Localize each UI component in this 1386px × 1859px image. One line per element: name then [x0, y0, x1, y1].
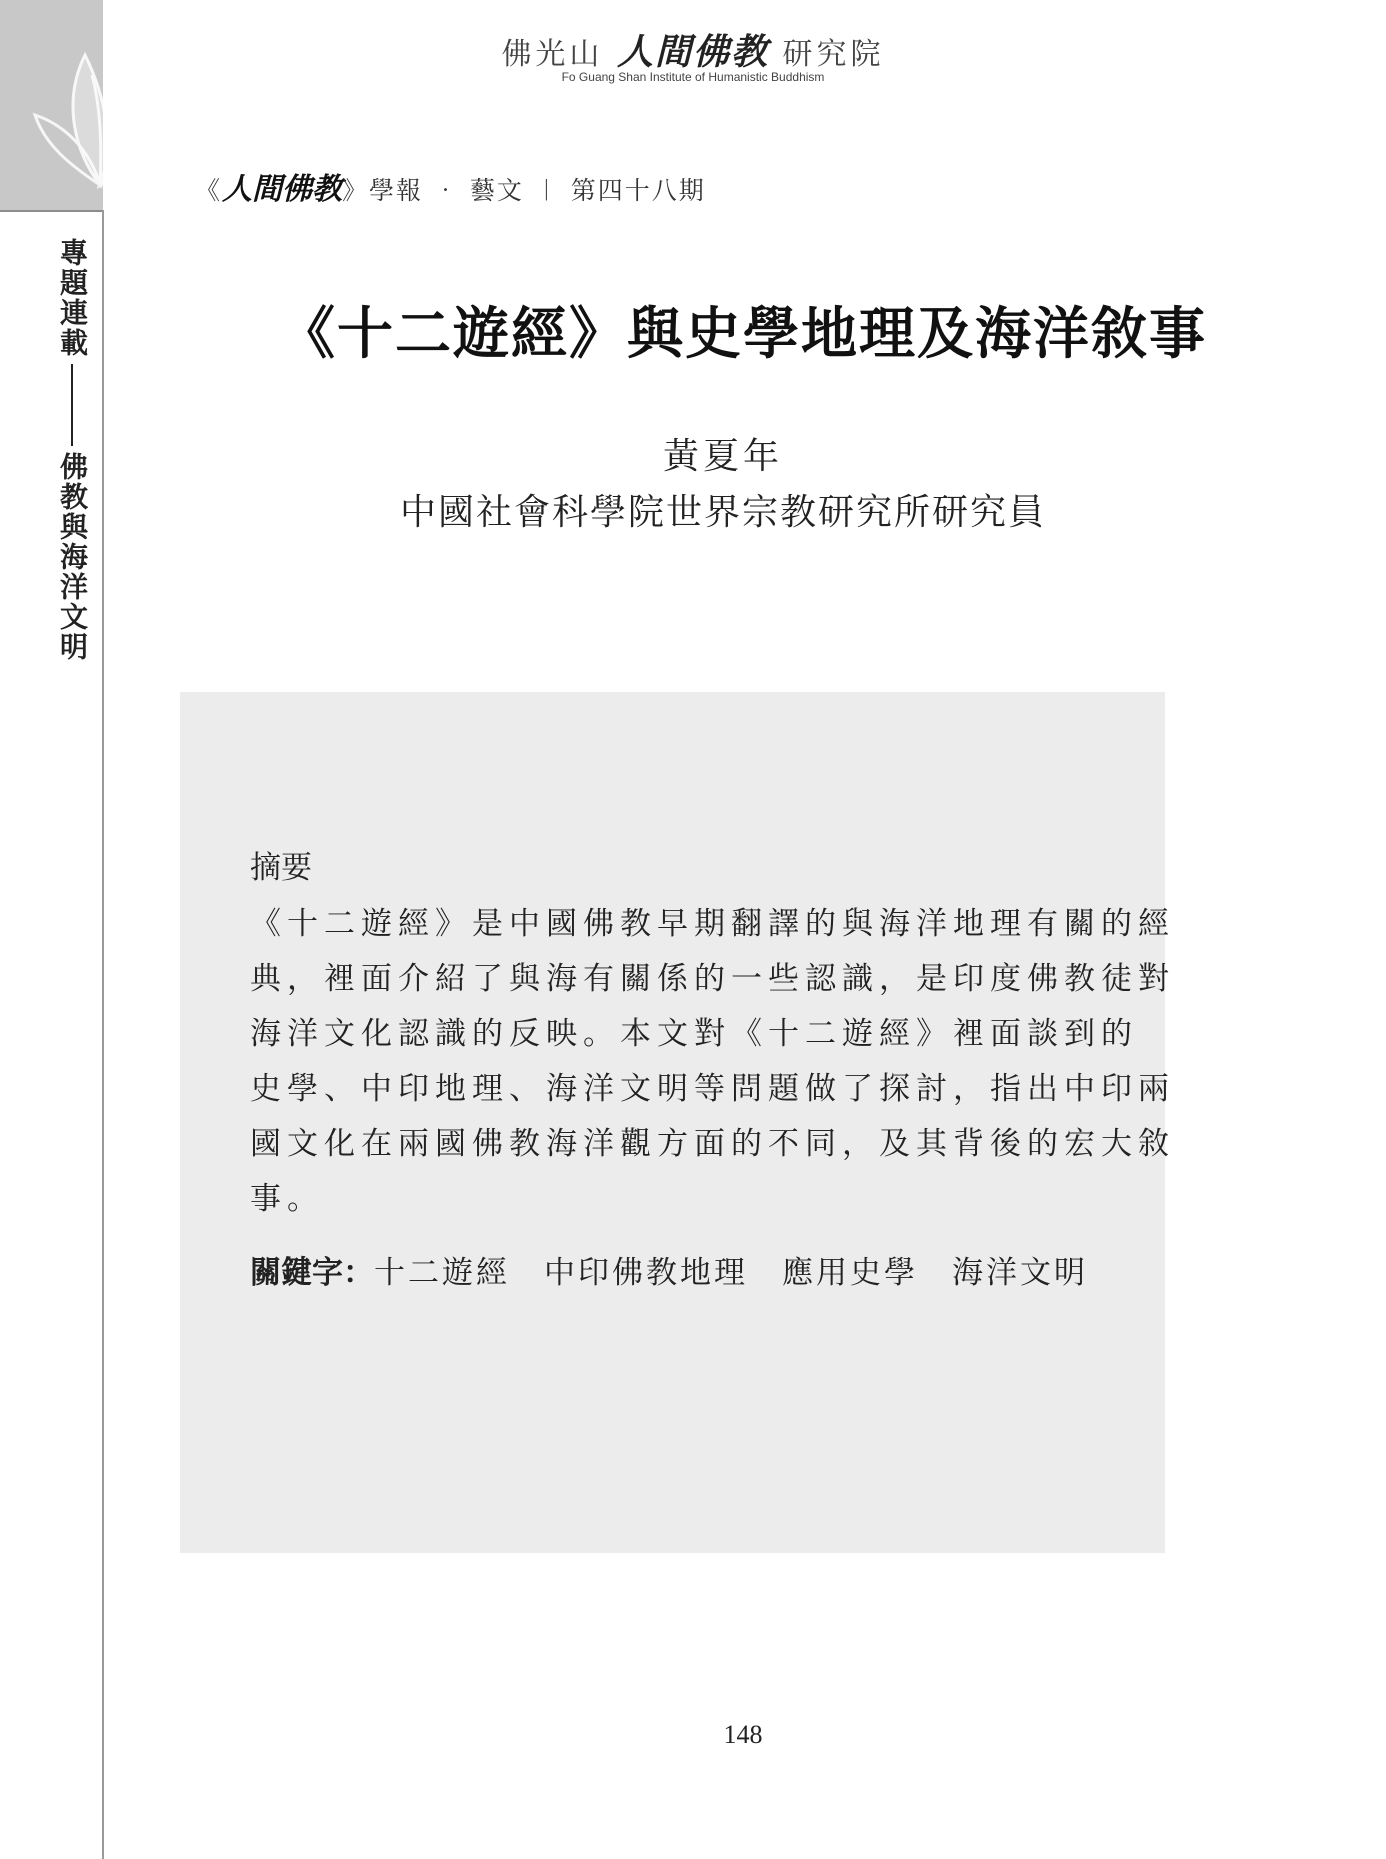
page-number: 148 [723, 1720, 763, 1749]
article-title: 《十二遊經》與史學地理及海洋敘事 [279, 301, 1207, 367]
section-topic-label: 佛教與海洋文明 [56, 452, 89, 662]
keywords-label: 關鍵字： [250, 1255, 374, 1291]
abstract-line: 典，裡面介紹了與海有關係的一些認識，是印度佛教徒對 [250, 961, 1175, 997]
journal-running-head [195, 164, 706, 208]
abstract-line: 海洋文化認識的反映。本文對《十二遊經》裡面談到的 [250, 1016, 1138, 1052]
author-affiliation: 中國社會科學院世界宗教研究所研究員 [399, 492, 1046, 533]
keyword: 應用史學 [782, 1255, 918, 1291]
article-author: 黃夏年 [662, 436, 783, 477]
institute-english-name: Fo Guang Shan Institute of Humanistic Buddhism [561, 70, 825, 84]
institute-name [0, 24, 1386, 75]
journal-brush-logo: 人間佛教 [222, 172, 343, 207]
abstract-box [180, 692, 1175, 1553]
institute-prefix: 佛光山 [501, 37, 604, 72]
keyword: 十二遊經 [374, 1255, 510, 1291]
keywords-row [250, 1247, 1122, 1292]
side-divider-horizontal [0, 210, 103, 212]
abstract-line: 《十二遊經》是中國佛教早期翻譯的與海洋地理有關的經 [250, 906, 1175, 942]
keyword: 海洋文明 [952, 1255, 1088, 1291]
section-series-label: 專題連載 [56, 238, 89, 358]
abstract-heading: 摘要 [250, 850, 312, 886]
journal-open-bracket: 《 [195, 176, 223, 205]
journal-issue-info: 》學報 ‧ 藝文 ︱ 第四十八期 [342, 176, 706, 205]
abstract-body [250, 897, 1175, 1227]
abstract-line: 事。 [250, 1181, 324, 1217]
institute-suffix: 研究院 [782, 37, 885, 72]
institute-brush-logo: 人間佛教 [616, 31, 769, 73]
keyword: 中印佛教地理 [544, 1255, 748, 1291]
abstract-line: 史學、中印地理、海洋文明等問題做了探討，指出中印兩 [250, 1071, 1175, 1107]
abstract-line: 國文化在兩國佛教海洋觀方面的不同，及其背後的宏大敘 [250, 1126, 1175, 1162]
